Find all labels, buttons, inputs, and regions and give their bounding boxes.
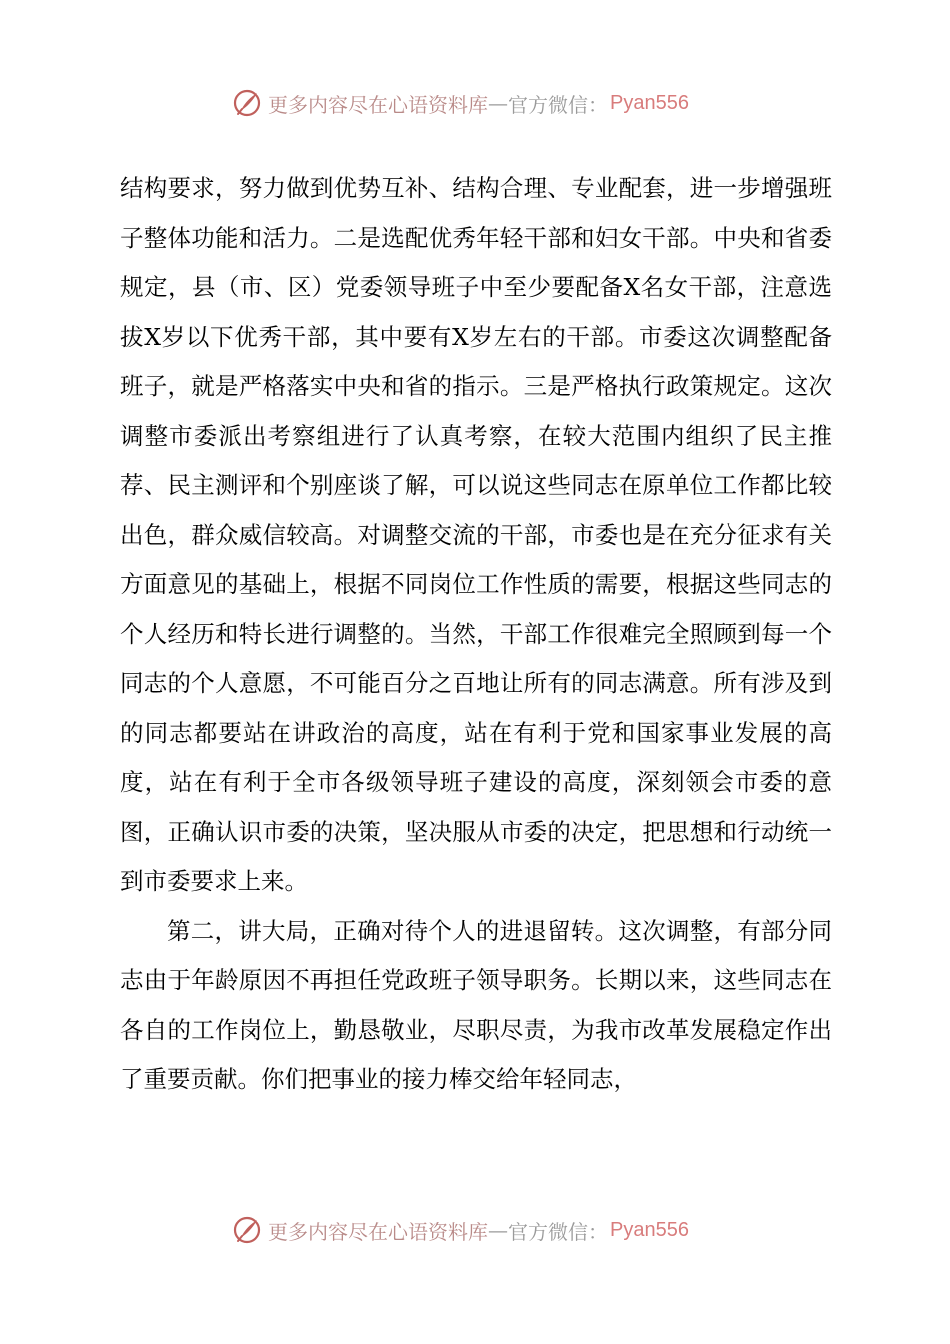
watermark-brand: 更多内容尽在心语资料库 xyxy=(268,1219,488,1244)
watermark-wechat-id: Pyan556 xyxy=(610,91,689,114)
watermark-separator: — xyxy=(488,91,508,115)
header-watermark xyxy=(232,86,689,120)
footer-watermark xyxy=(232,1213,689,1247)
document-body xyxy=(120,164,832,1105)
watermark-official-label: 官方微信： xyxy=(508,1219,608,1244)
watermark-wechat-id: Pyan556 xyxy=(610,1218,689,1241)
watermark-official-label: 官方微信： xyxy=(508,92,608,117)
quill-logo-icon xyxy=(232,1215,262,1245)
watermark-separator: — xyxy=(488,1218,508,1242)
watermark-brand: 更多内容尽在心语资料库 xyxy=(268,92,488,117)
paragraph-second-point: 第二，讲大局，正确对待个人的进退留转。这次调整，有部分同志由于年龄原因不再担任党政班子领导职务。长期以来，这些同志在各自的工作岗位上，勤恳敬业，尽职尽责，为我市改革发展稳定作出了重要贡献。你们把事业的接力棒交给年轻同志， xyxy=(120,916,832,1093)
quill-logo-icon xyxy=(232,88,262,118)
paragraph-continued: 结构要求，努力做到优势互补、结构合理、专业配套，进一步增强班子整体功能和活力。二是选配优秀年轻干部和妇女干部。中央和省委规定，县（市、区）党委领导班子中至少要配备X名女干部，注意选拔X岁以下优秀干部，其中要有X岁左右的干部。市委这次调整配备班子，就是严格落实中央和省的指示。三是严格执行政策规定。这次调整市委派出考察组进行了认真考察，在较大范围内组织了民主推荐、民主测评和个别座谈了解，可以说这些同志在原单位工作都比较出色，群众威信较高。对调整交流的干部，市委也是在充分征求有关方面意见的基础上，根据不同岗位工作性质的需要，根据这些同志的个人经历和特长进行调整的。当然，干部工作很难完全照顾到每一个同志的个人意愿，不可能百分之百地让所有的同志满意。所有涉及到的同志都要站在讲政治的高度，站在有利于党和国家事业发展的高度，站在有利于全市各级领导班子建设的高度，深刻领会市委的意图，正确认识市委的决策，坚决服从市委的决定，把思想和行动统一到市委要求上来。 xyxy=(120,174,832,895)
